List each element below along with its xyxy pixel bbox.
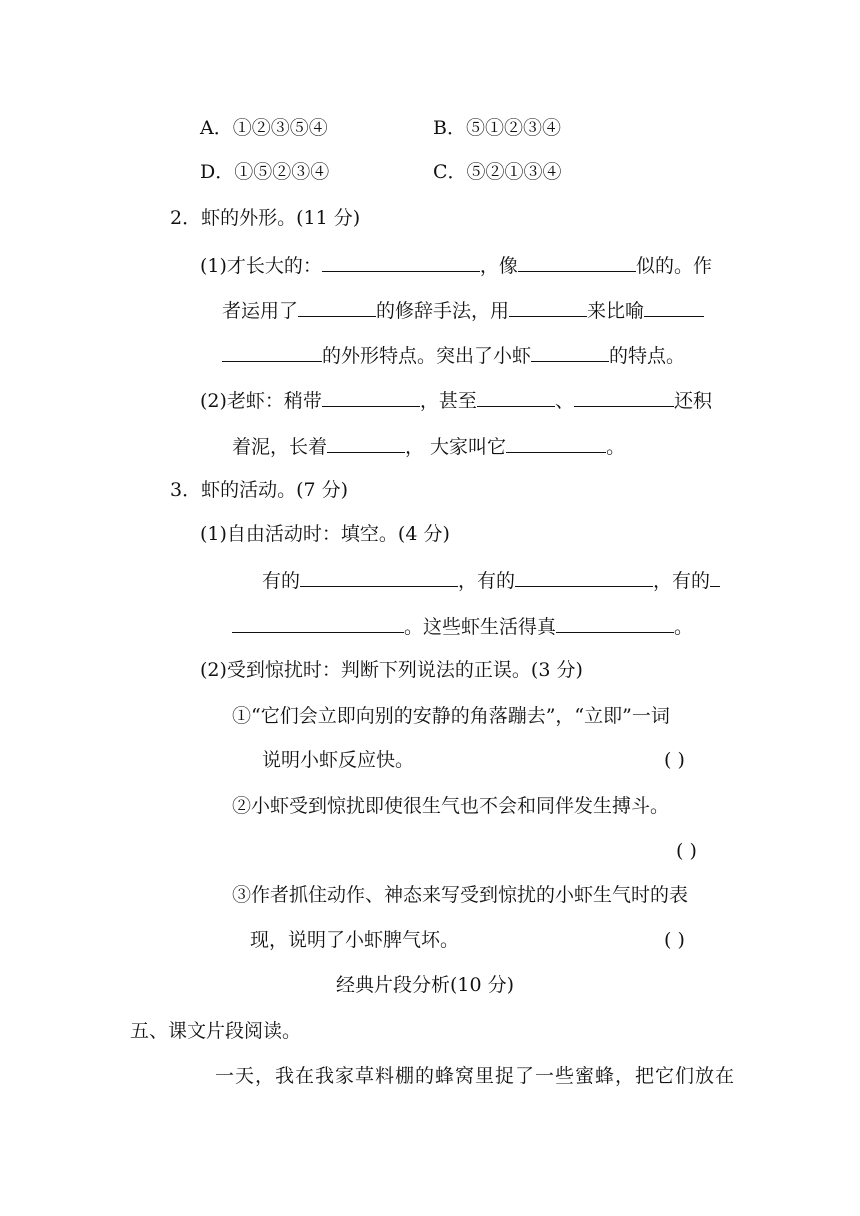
- answer-blank[interactable]: [509, 297, 587, 317]
- answer-blank[interactable]: [506, 433, 606, 453]
- q2-p1-text-3: 者运用了: [222, 300, 299, 322]
- q2-p2-text-6: 。: [606, 436, 626, 458]
- passage-text: 一天，我在我家草料棚的蜂窝里捉了一些蜜蜂，把它们放在: [215, 1065, 736, 1087]
- judgment-parentheses[interactable]: ( ): [676, 840, 697, 862]
- question-3-part-1-line-2: [232, 613, 693, 639]
- option-b: B．⑤①②③④: [433, 117, 561, 139]
- answer-blank[interactable]: [574, 387, 674, 407]
- q3-youde-3: ，有的: [653, 570, 711, 592]
- answer-blank[interactable]: [327, 433, 405, 453]
- judgment-parentheses[interactable]: ( ): [664, 749, 685, 771]
- statement-1-line-1: ①“它们会立即向别的安静的角落蹦去”，“立即”一词: [232, 705, 670, 727]
- question-2-part-1-line-2: [222, 297, 704, 323]
- q2-p1-text-4: 的修辞手法，用: [376, 300, 510, 322]
- question-2-part-2-line-1: [200, 387, 712, 413]
- question-3-part-2-label: (2)受到惊扰时：判断下列说法的正误。(3 分): [200, 659, 583, 681]
- statement-1-line-2: 说明小虾反应快。: [262, 749, 415, 771]
- q2-p1-text-6: 的外形特点。突出了小虾: [322, 345, 532, 367]
- q2-p1-text-1: ，像: [479, 255, 518, 277]
- answer-blank[interactable]: [232, 613, 404, 633]
- statement-3-line-1: ③作者抓住动作、神态来写受到惊扰的小虾生气时的表: [232, 884, 689, 906]
- q2-p1-label: (1)才长大的：: [200, 255, 322, 277]
- answer-blank[interactable]: [531, 342, 609, 362]
- answer-blank[interactable]: [644, 297, 704, 317]
- answer-blank[interactable]: [556, 613, 674, 633]
- question-2-part-1-line-3: [222, 342, 685, 368]
- question-3-title: 3．虾的活动。(7 分): [170, 479, 349, 501]
- statement-3-line-2: 现，说明了小虾脾气坏。: [250, 929, 460, 951]
- q2-p2-text-1: ，甚至: [419, 390, 477, 412]
- answer-blank[interactable]: [518, 252, 636, 272]
- q2-p2-text-5: ， 大家叫它: [405, 436, 507, 458]
- q2-p1-text-7: 的特点。: [609, 345, 686, 367]
- statement-2-line-1: ②小虾受到惊扰即使很生气也不会和同伴发生搏斗。: [232, 795, 670, 817]
- q2-p2-text-2: 、: [554, 390, 574, 412]
- q2-p2-label: (2)老虾：稍带: [200, 390, 322, 412]
- q3-youde: 有的: [262, 570, 301, 592]
- answer-blank[interactable]: [322, 252, 480, 272]
- q2-p1-text-2: 似的。作: [635, 255, 712, 277]
- question-3-part-1-label: (1)自由活动时：填空。(4 分): [200, 523, 450, 545]
- part-five-title: 五、课文片段阅读。: [130, 1020, 302, 1042]
- answer-blank[interactable]: [322, 387, 420, 407]
- section-title: 经典片段分析(10 分): [336, 974, 515, 996]
- answer-blank[interactable]: [515, 567, 653, 587]
- answer-blank[interactable]: [477, 387, 555, 407]
- q3-youde-2: ，有的: [458, 570, 516, 592]
- option-d: D．①⑤②③④: [200, 161, 330, 183]
- answer-blank[interactable]: [300, 567, 458, 587]
- question-2-part-2-line-2: [232, 433, 625, 459]
- answer-blank[interactable]: [298, 297, 376, 317]
- q2-p2-text-4: 着泥，长着: [232, 436, 328, 458]
- question-3-part-1-line-1: [262, 567, 720, 593]
- option-a: A．①②③⑤④: [200, 117, 328, 139]
- judgment-parentheses[interactable]: ( ): [664, 929, 685, 951]
- q2-p1-text-5: 来比喻: [587, 300, 645, 322]
- answer-blank[interactable]: [710, 567, 720, 587]
- q2-p2-text-3: 还积: [673, 390, 712, 412]
- question-2-part-1-line-1: [200, 252, 712, 278]
- q3-p1-text-2: 。: [674, 616, 694, 638]
- question-2-title: 2．虾的外形。(11 分): [170, 207, 361, 229]
- option-c: C．⑤②①③④: [433, 161, 562, 183]
- q3-p1-text-1: 。这些虾生活得真: [404, 616, 557, 638]
- answer-blank[interactable]: [222, 342, 322, 362]
